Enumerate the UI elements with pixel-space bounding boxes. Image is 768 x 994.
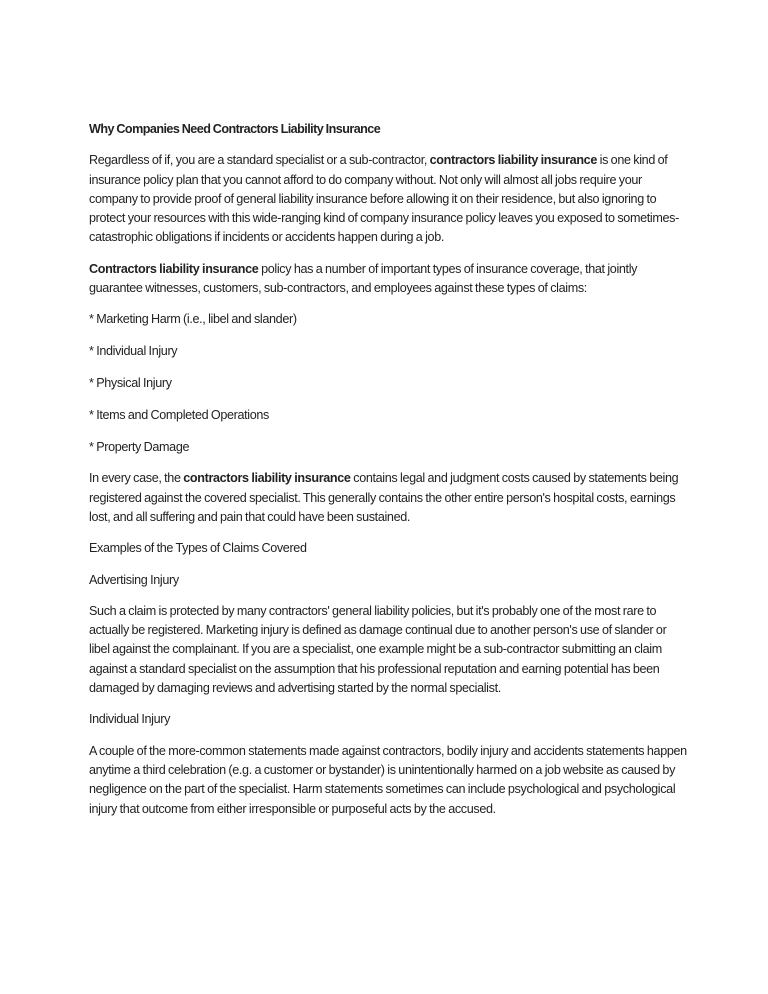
- individual-injury-heading: Individual Injury: [89, 712, 171, 727]
- intro-bold-term: contractors liability insurance: [429, 153, 597, 168]
- every-case-paragraph: [89, 469, 689, 527]
- claim-type-item: * Physical Injury: [89, 375, 172, 390]
- document-title: Why Companies Need Contractors Liability Insurance: [89, 122, 381, 136]
- document-body: [89, 120, 689, 831]
- intro-text-end: is one kind of insurance policy plan that you cannot afford to do company without. Not only will almost all jobs require your company to provide proof of general liability insurance before allowing it on their residence, but also ignoring to protect your resources with this wide-ranging kind of company insurance policy leaves you exposed to sometimes-catastrophic obligations if incidents or accidents happen during a job.: [89, 153, 679, 245]
- claim-type-item: * Individual Injury: [89, 344, 178, 359]
- advertising-injury-heading: Advertising Injury: [89, 572, 179, 587]
- intro-paragraph: [89, 151, 689, 247]
- coverage-bold-term: Contractors liability insurance: [89, 261, 259, 276]
- advertising-injury-paragraph: Such a claim is protected by many contractors' general liability policies, but it's probably one of the most rare to actually be registered. Marketing injury is defined as damage continual due to another person's use of slander or libel against the complainant. If you are a specialist, one example might be a sub-contractor submitting an claim against a standard specialist on the assumption that his professional reputation and earning potential has been damaged by damaging reviews and advertising started by the normal specialist.: [89, 603, 667, 696]
- individual-injury-paragraph: A couple of the more-common statements made against contractors, bodily injury and accidents statements happen anytime a third celebration (e.g. a customer or bystander) is unintentionally harmed on a job website as caused by negligence on the part of the specialist. Harm statements sometimes can include psychological and psychological injury that outcome from either irresponsible or purposeful acts by the accused.: [89, 743, 687, 816]
- claim-type-item: * Property Damage: [89, 439, 190, 454]
- every-case-bold-term: contractors liability insurance: [183, 471, 351, 486]
- every-case-text-start: In every case, the: [89, 471, 184, 486]
- examples-heading: Examples of the Types of Claims Covered: [89, 541, 307, 556]
- coverage-intro-text: policy has a number of important types of insurance coverage, that jointly guarantee witnesses, customers, sub-contractors, and employees against these types of claims:: [89, 261, 638, 296]
- intro-text-start: Regardless of if, you are a standard specialist or a sub-contractor,: [89, 153, 430, 168]
- claim-type-item: * Items and Completed Operations: [89, 407, 270, 422]
- claim-type-item: * Marketing Harm (i.e., libel and slander): [89, 312, 297, 327]
- every-case-text-end: contains legal and judgment costs caused by statements being registered against the covered specialist. This generally contains the other entire person's hospital costs, earnings lost, and all suffering and pain that could have been sustained.: [89, 471, 679, 524]
- coverage-intro-paragraph: [89, 260, 689, 299]
